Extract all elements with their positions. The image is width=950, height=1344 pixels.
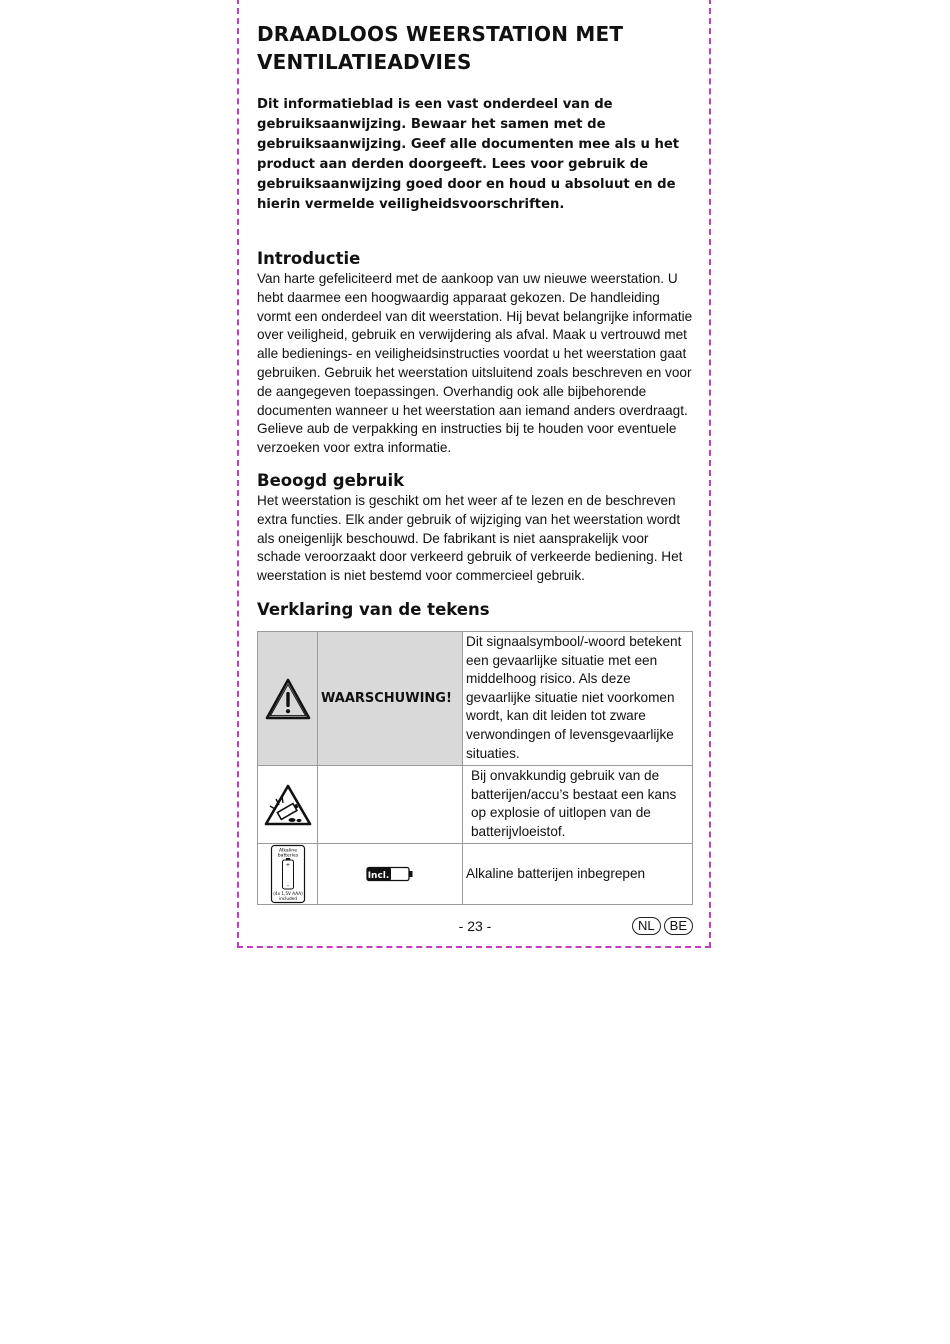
- battery-hazard-icon: [263, 783, 313, 827]
- icon-cell: [258, 766, 318, 844]
- label-cell: [318, 844, 463, 905]
- signs-table: [257, 631, 693, 906]
- intro-notice: Dit informatieblad is een vast onderdeel van de gebruiksaanwijzing. Bewaar het samen met de gebruiksaanwijzing. Geef alle documenten mee als u het product aan derden doorgeeft. Lees voor gebruik de gebruiksaanwijzing goed door en houd u absoluut en de hierin vermelde veiligheidsvoorschriften.: [257, 97, 680, 212]
- warning-triangle-icon: [264, 677, 312, 721]
- label-cell: [318, 631, 463, 765]
- section-text: Van harte gefeliciteerd met de aankoop van uw nieuwe weerstation. U hebt daarmee een hoogwaardig apparaat gekozen. De handleiding vormt een onderdeel van dit weerstation. Hij bevat belangrijke informatie over veiligheid, gebruik en verwijdering als afval. Maak u vertrouwd met alle bedienings- en veiligheidsinstructies voordat u het weerstation gaat gebruiken. Gebruik het weerstation uitsluitend zoals beschreven en voor de aangegeven toepassingen. Overhandig ook alle bijbehorende documenten wanneer u het weerstation aan iemand anders overdraagt. Gelieve aub de verpakking en instructies bij te houden voor eventuele verzoeken voor extra informatie.: [257, 271, 693, 456]
- section-heading: Introductie: [257, 249, 361, 268]
- section-beoogd-gebruik: [257, 470, 693, 586]
- icon-text: –: [286, 883, 289, 890]
- table-row: [258, 844, 693, 905]
- icon-text: batteries: [277, 853, 298, 859]
- label-cell: [318, 766, 463, 844]
- language-badge-be: BE: [664, 917, 693, 935]
- section-introductie: [257, 248, 693, 458]
- description-cell: Alkaline batterijen inbegrepen: [463, 844, 693, 905]
- language-badge-nl: NL: [632, 917, 661, 935]
- icon-text: Alkaline: [278, 848, 297, 854]
- section-verklaring: [257, 599, 693, 621]
- icon-text: included: [278, 896, 297, 902]
- table-row: [258, 631, 693, 765]
- section-text: Het weerstation is geschikt om het weer af te lezen en de beschreven extra functies. Elk ander gebruik of wijziging van het weerstation wordt als oneigenlijk beschouwd. De fabrikant is niet aansprakelijk voor schade veroorzaakt door verkeerd gebruik of verkeerde bediening. Het weerstation is niet bestemd voor commercieel gebruik.: [257, 492, 683, 584]
- page-footer: [257, 916, 693, 938]
- icon-cell: [258, 631, 318, 765]
- description-cell: Bij onvakkundig gebruik van de batterijen/accu’s bestaat een kans op explosie of uitlopen van de batterijvloeistof.: [463, 766, 693, 844]
- page-number: - 23 -: [458, 918, 492, 934]
- icon-text: +: [285, 862, 290, 869]
- battery-included-icon: [366, 866, 414, 882]
- table-row: [258, 766, 693, 844]
- warning-label: WAARSCHUWING!: [321, 690, 452, 706]
- alkaline-batteries-icon: [270, 844, 306, 904]
- battery-included-text: Incl.: [367, 871, 390, 882]
- language-badges: [632, 917, 693, 935]
- section-heading: Beoogd gebruik: [257, 470, 405, 490]
- page-content: [257, 20, 693, 905]
- description-cell: Dit signaalsymbool/-woord betekent een gevaarlijke situatie met een middelhoog risico. Als deze gevaarlijke situatie niet voorkomen wordt, kan dit leiden tot zware verwondingen of levensgevaarlijke situaties.: [463, 631, 693, 765]
- section-heading: Verklaring van de tekens: [257, 599, 490, 619]
- icon-cell: [258, 844, 318, 905]
- icon-text: (4x 1,5V AAA): [272, 891, 303, 897]
- document-title: DRAADLOOS WEERSTATION MET VENTILATIEADVIES: [257, 22, 624, 74]
